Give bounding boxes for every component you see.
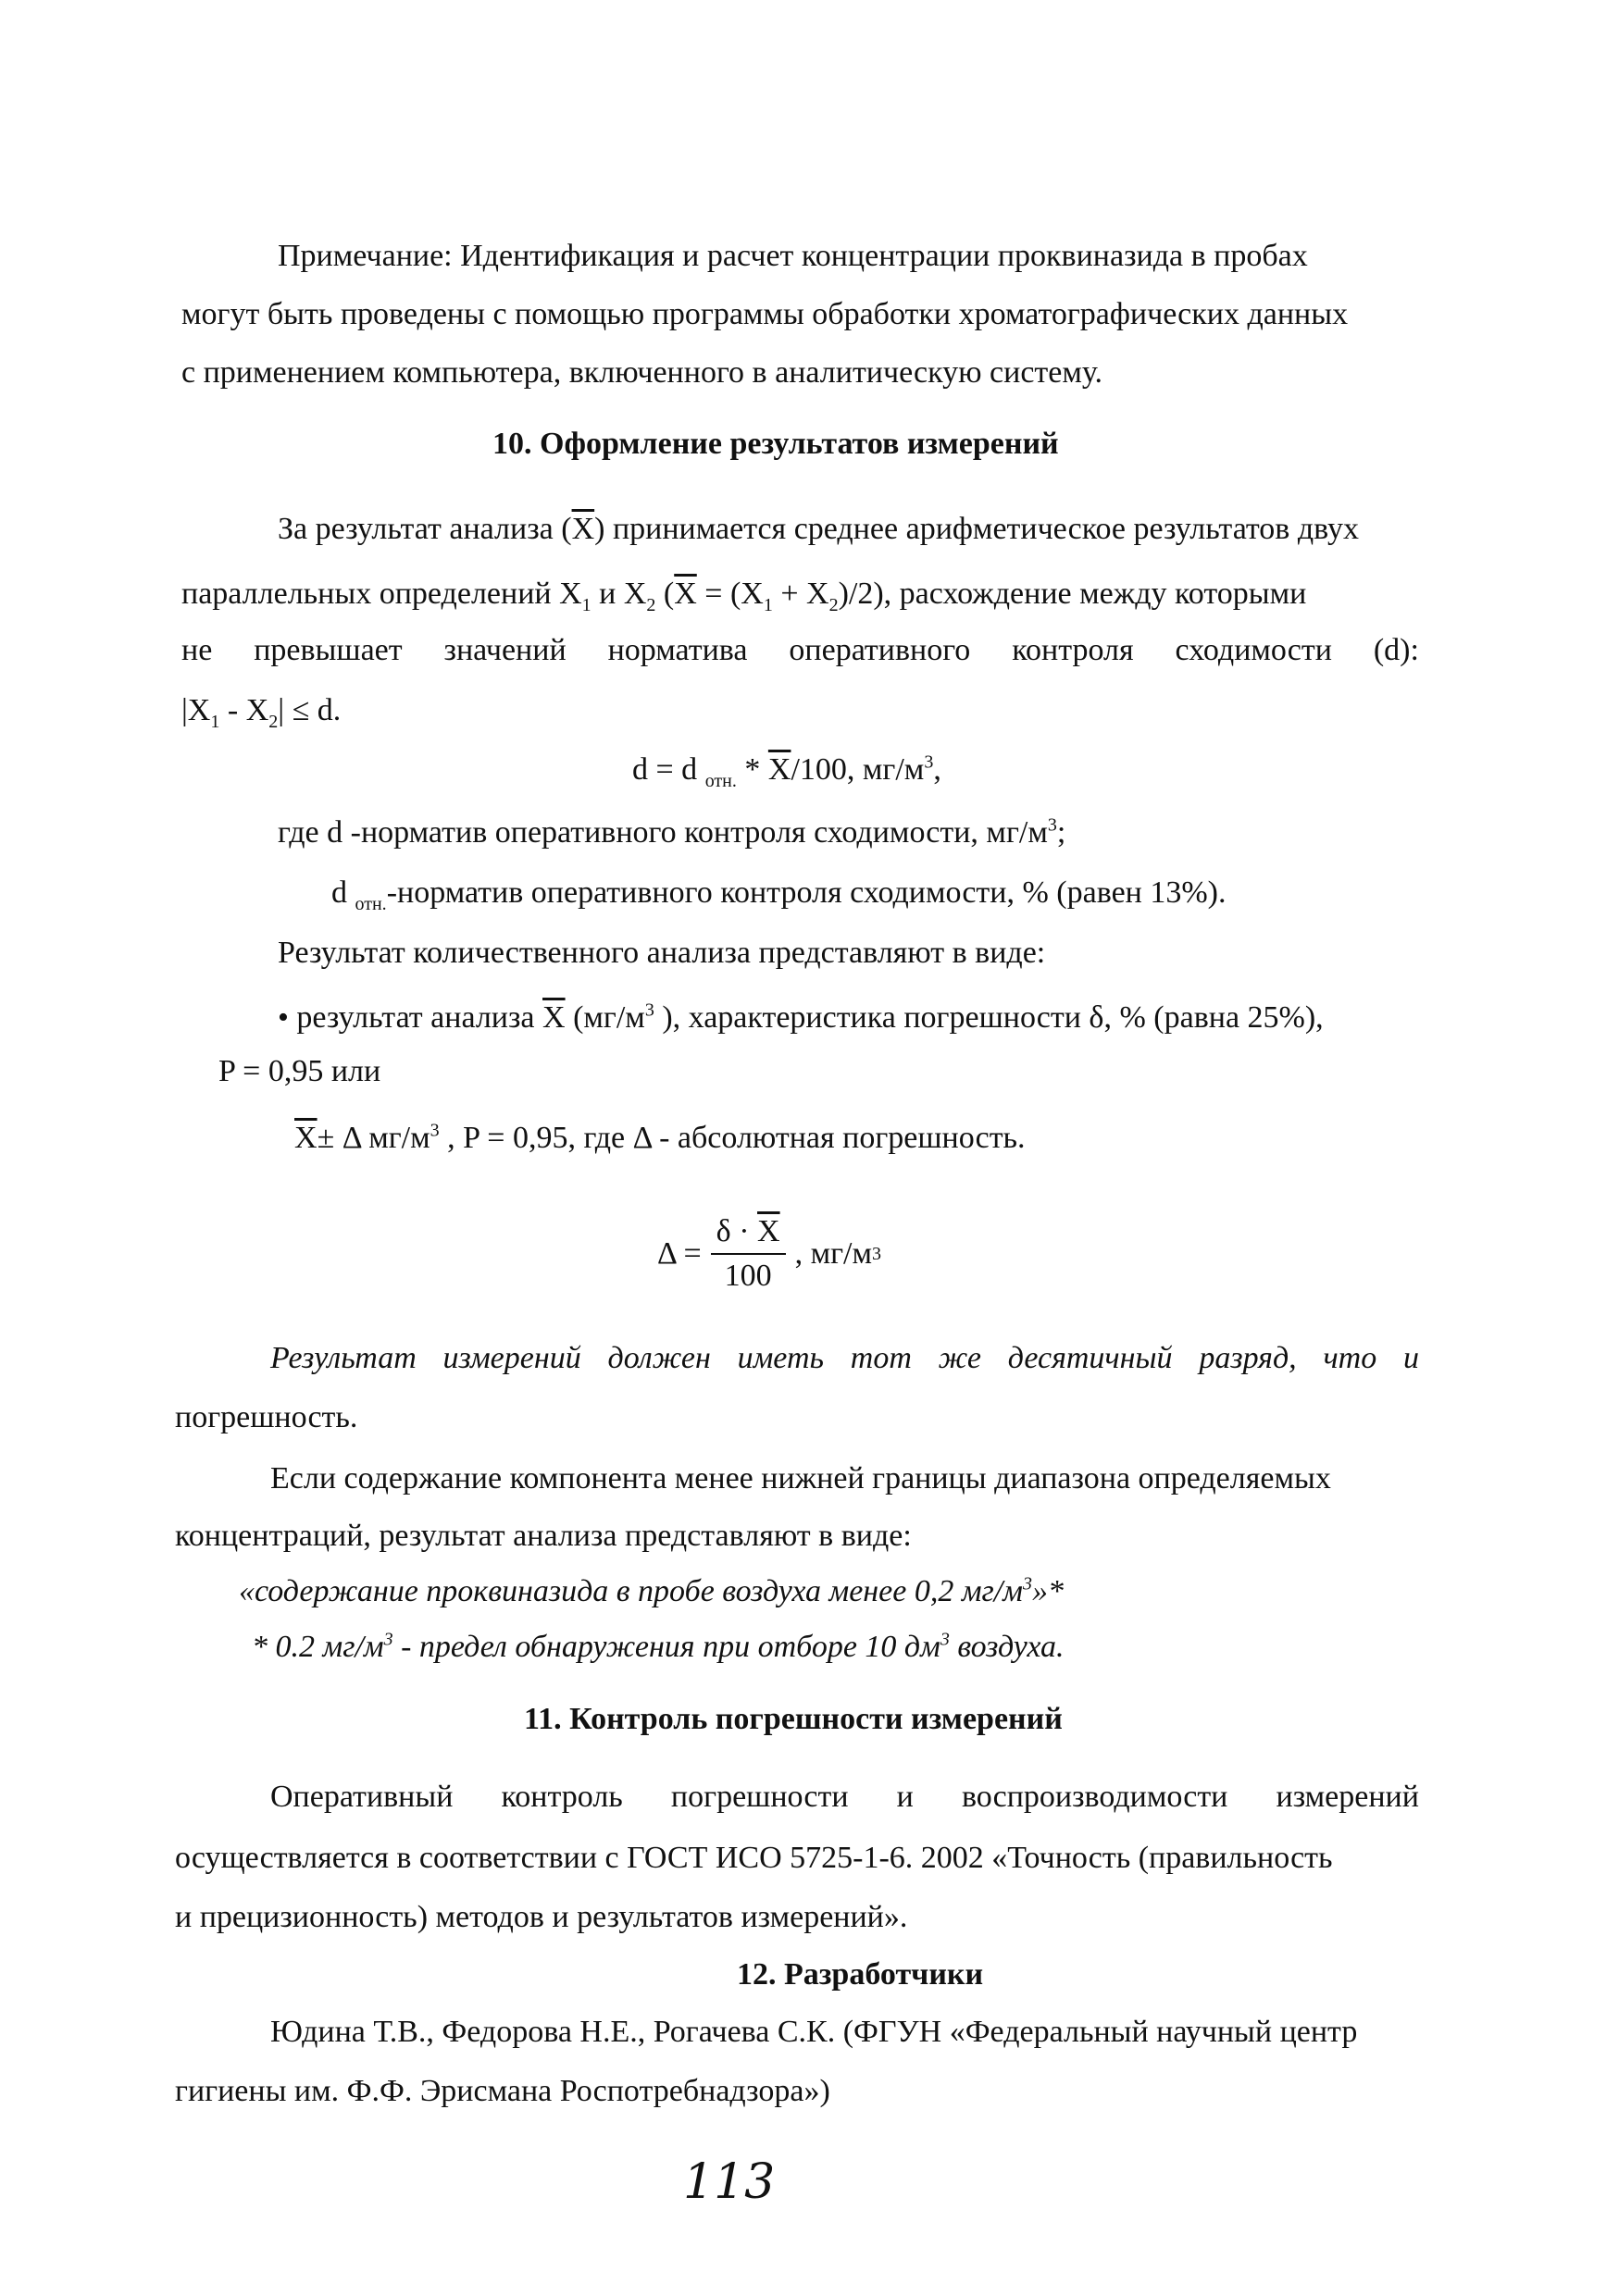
italic-line-2: погрешность.	[175, 1400, 358, 1434]
note-line-3: с применением компьютера, включенного в аналитическую систему.	[181, 355, 1102, 390]
section-11-line-3: и прецизионность) методов и результатов измерений».	[175, 1900, 908, 1934]
result-intro: Результат количественного анализа представляют в виде:	[278, 936, 1046, 970]
section-10-para-line-2: параллельных определений $X_1$ и $X_2$ $(\overline{X} = (X_1 + X_2)/2)$, расхождение между которыми	[181, 577, 1307, 615]
probability-line: P = 0,95 или	[218, 1054, 381, 1088]
note-line-2: могут быть проведены с помощью программы обработки хроматографических данных	[181, 297, 1349, 331]
italic-line-1: Результат измерений должен иметь тот же десятичный разряд, что и	[270, 1341, 1419, 1375]
where-line-2: d $_{отн.}$-норматив оперативного контроля сходимости, % (равен 13%).	[331, 875, 1227, 914]
quote-line: «содержание проквиназида в пробе воздуха менее 0,2 $мг/м^3»*$	[239, 1573, 1064, 1608]
where-line-1: где d -норматив оперативного контроля сходимости, $мг/м^3$;	[278, 814, 1066, 850]
section-12-line-1: Юдина Т.В., Федорова Н.Е., Рогачева С.К. (ФГУН «Федеральный научный центр	[270, 2015, 1358, 2049]
lower-bound-line-1: Если содержание компонента менее нижней границы диапазона определяемых	[270, 1461, 1331, 1496]
page-number: 113	[683, 2154, 776, 2210]
section-10-para-line-4: $|X_1 - X_2| \le d$.	[181, 693, 342, 732]
result-bullet: • результат анализа $\overline{X}$ ($мг/м^3$ ), характеристика погрешности δ, % (равна 25%),	[278, 999, 1324, 1035]
section-11-line-1: Оперативный контроль погрешности и воспроизводимости измерений	[270, 1780, 1419, 1814]
footnote-line: * 0.2 $мг/м^3$ - предел обнаружения при отборе 10 $дм^3$ воздуха.	[252, 1629, 1065, 1664]
section-10-para-line-3: не превышает значений норматива оперативного контроля сходимости (d):	[181, 633, 1419, 667]
section-12-line-2: гигиены им. Ф.Ф. Эрисмана Роспотребнадзора»)	[175, 2074, 830, 2108]
section-11-title: 11. Контроль погрешности измерений	[524, 1702, 1063, 1736]
section-11-line-2: осуществляется в соответствии с ГОСТ ИСО 5725-1-6. 2002 «Точность (правильность	[175, 1841, 1333, 1875]
section-10-title: 10. Оформление результатов измерений	[492, 427, 1059, 461]
delta-formula: Δ = $\frac{\delta \cdot \overline{X}}{100}$ , мг/м 3	[657, 1214, 882, 1293]
lower-bound-line-2: концентраций, результат анализа представляют в виде:	[175, 1519, 912, 1553]
section-12-title: 12. Разработчики	[737, 1957, 984, 1992]
note-line-1: Примечание: Идентификация и расчет концентрации проквиназида в пробах	[278, 239, 1308, 273]
section-10-para-line-1: За результат анализа $(\overline{X})$ принимается среднее арифметическое результатов двух	[278, 512, 1360, 546]
plus-minus-line: $\overline{X}\pm \Delta$ $мг/м^3$ , P = 0,95, где Δ - абсолютная погрешность.	[294, 1120, 1026, 1155]
formula-d: d = d $_{отн.} * \overline{X}/100$, $мг/м^3$,	[632, 751, 941, 791]
